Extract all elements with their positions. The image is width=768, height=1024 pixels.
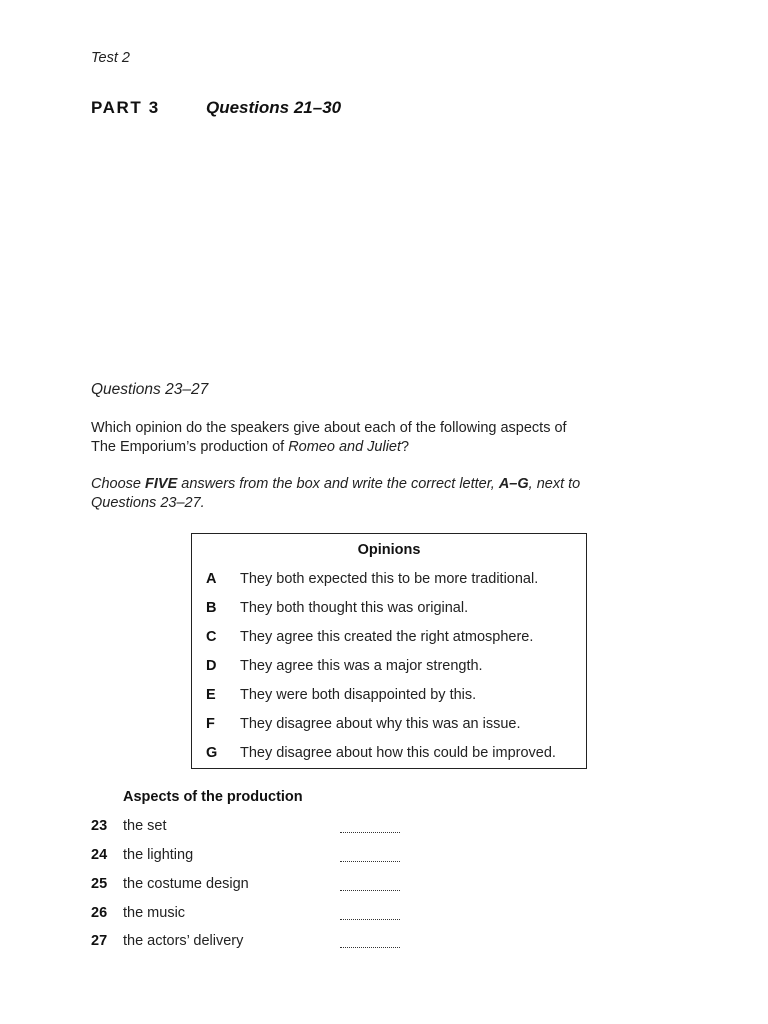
question-text: the lighting [123, 847, 194, 863]
question-row [91, 847, 421, 867]
question-number: 25 [91, 876, 108, 892]
choose-instruction [91, 475, 631, 513]
opinion-letter: C [206, 629, 217, 645]
opinion-letter: A [206, 571, 217, 587]
choose-suffix: , next to [528, 476, 581, 492]
question-text: the costume design [123, 876, 249, 892]
answer-blank[interactable] [340, 935, 400, 948]
instruction-line-2-prefix: The Emporium’s production of [91, 439, 289, 455]
opinions-title: Opinions [357, 542, 421, 558]
opinion-text: They both expected this to be more traditional. [240, 571, 539, 587]
answer-blank[interactable] [340, 820, 400, 833]
part-label: PART 3 [91, 98, 160, 117]
question-text: the actors’ delivery [123, 933, 244, 949]
question-number: 23 [91, 818, 108, 834]
play-title: Romeo and Juliet [288, 439, 402, 455]
opinion-text: They agree this was a major strength. [240, 658, 483, 674]
question-row [91, 818, 421, 838]
instruction-line-2-suffix: ? [401, 439, 410, 455]
choose-prefix: Choose [91, 476, 146, 492]
opinion-letter: G [206, 745, 218, 761]
question-row [91, 905, 421, 925]
opinions-box [191, 533, 587, 769]
question-number: 26 [91, 905, 108, 921]
question-number: 24 [91, 847, 108, 863]
section-subheading: Questions 23–27 [91, 381, 209, 398]
opinion-text: They disagree about why this was an issue. [240, 716, 521, 732]
opinion-text: They were both disappointed by this. [240, 687, 477, 703]
answer-blank[interactable] [340, 907, 400, 920]
question-text: the music [123, 905, 186, 921]
answer-blank[interactable] [340, 849, 400, 862]
questions-range: Questions 21–30 [206, 98, 342, 117]
opinion-letter: B [206, 600, 217, 616]
instruction-paragraph [91, 419, 631, 457]
opinion-text: They disagree about how this could be improved. [240, 745, 556, 761]
choose-mid: answers from the box and write the correct letter, [177, 476, 499, 492]
question-text: the set [123, 818, 167, 834]
instruction-line-1: Which opinion do the speakers give about each of the following aspects of [91, 420, 567, 436]
instruction-line-2 [91, 438, 631, 457]
opinion-text: They both thought this was original. [240, 600, 469, 616]
question-row [91, 933, 421, 953]
opinion-letter: F [206, 716, 215, 732]
question-row [91, 876, 421, 896]
choose-range: A–G [498, 476, 529, 492]
question-number: 27 [91, 933, 108, 949]
choose-line-2: Questions 23–27. [91, 495, 205, 511]
test-label: Test 2 [91, 50, 130, 66]
aspects-title: Aspects of the production [123, 789, 303, 805]
choose-line-1 [91, 475, 631, 494]
opinion-letter: E [206, 687, 216, 703]
answer-blank[interactable] [340, 878, 400, 891]
opinion-letter: D [206, 658, 217, 674]
opinion-text: They agree this created the right atmosphere. [240, 629, 534, 645]
choose-count: FIVE [145, 476, 178, 492]
